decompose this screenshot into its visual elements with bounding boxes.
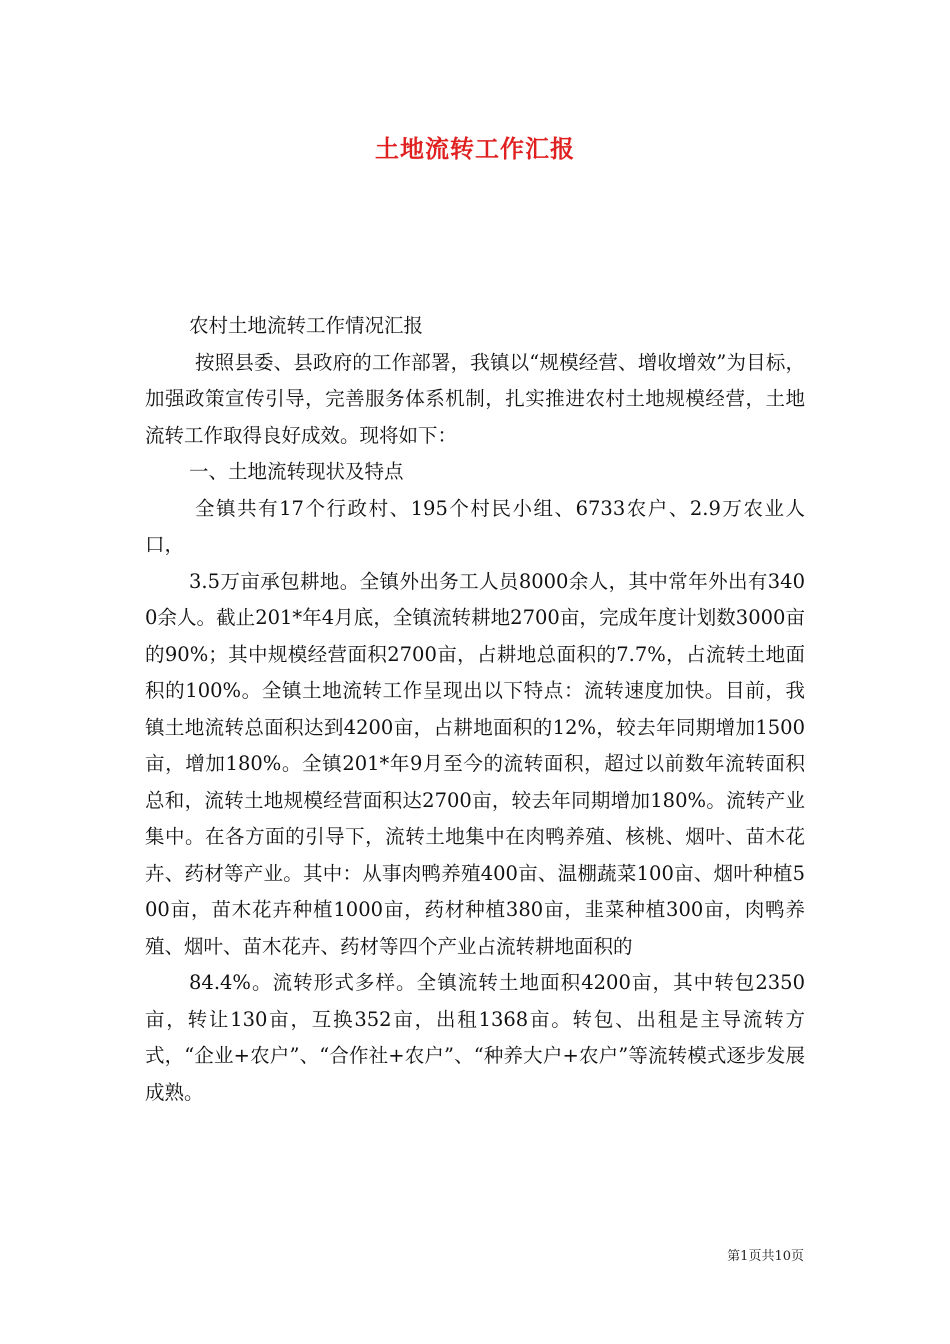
- document-title: 土地流转工作汇报: [375, 134, 575, 163]
- paragraph-subtitle: 农村土地流转工作情况汇报: [189, 314, 424, 337]
- paragraph-overview: 全镇共有17个行政村、195个村民小组、6733农户、2.9万农业人口，: [145, 496, 805, 556]
- paragraph-intro: 按照县委、县政府的工作部署，我镇以“规模经营、增收增效”为目标，加强政策宣传引导，完善服务体系机制，扎实推进农村土地规模经营，土地流转工作取得良好成效。现将如下：: [145, 350, 805, 447]
- paragraph-details: 3.5万亩承包耕地。全镇外出务工人员8000余人，其中常年外出有3400余人。截止201*年4月底，全镇流转耕地2700亩，完成年度计划数3000亩的90%；其中规模经营面积2700亩，占耕地总面积的7.7%，占流转土地面积的100%。全镇土地流转工作呈现出以下特点：流转速度加快。目前，我镇土地流转总面积达到4200亩，占耕地面积的12%，较去年同期增加1500亩，增加180%。全镇201*年9月至今的流转面积，超过以前数年流转面积总和，流转土地规模经营面积达2700亩，较去年同期增加180%。流转产业集中。在各方面的引导下，流转土地集中在肉鸭养殖、核桃、烟叶、苗木花卉、药材等产业。其中：从事肉鸭养殖400亩、温棚蔬菜100亩、烟叶种植500亩，苗木花卉种植1000亩，药材种植380亩，韭菜种植300亩，肉鸭养殖、烟叶、苗木花卉、药材等四个产业占流转耕地面积的: [145, 569, 805, 958]
- paragraph-forms: 84.4%。流转形式多样。全镇流转土地面积4200亩，其中转包2350亩，转让130亩，互换352亩，出租1368亩。转包、出租是主导流转方式，“企业+农户”、“合作社+农户”、“种养大户+农户”等流转模式逐步发展成熟。: [145, 971, 805, 1104]
- page-number: 第1页共10页: [727, 1249, 804, 1264]
- document-body: [145, 308, 805, 1111]
- section-heading: 一、土地流转现状及特点: [189, 460, 404, 483]
